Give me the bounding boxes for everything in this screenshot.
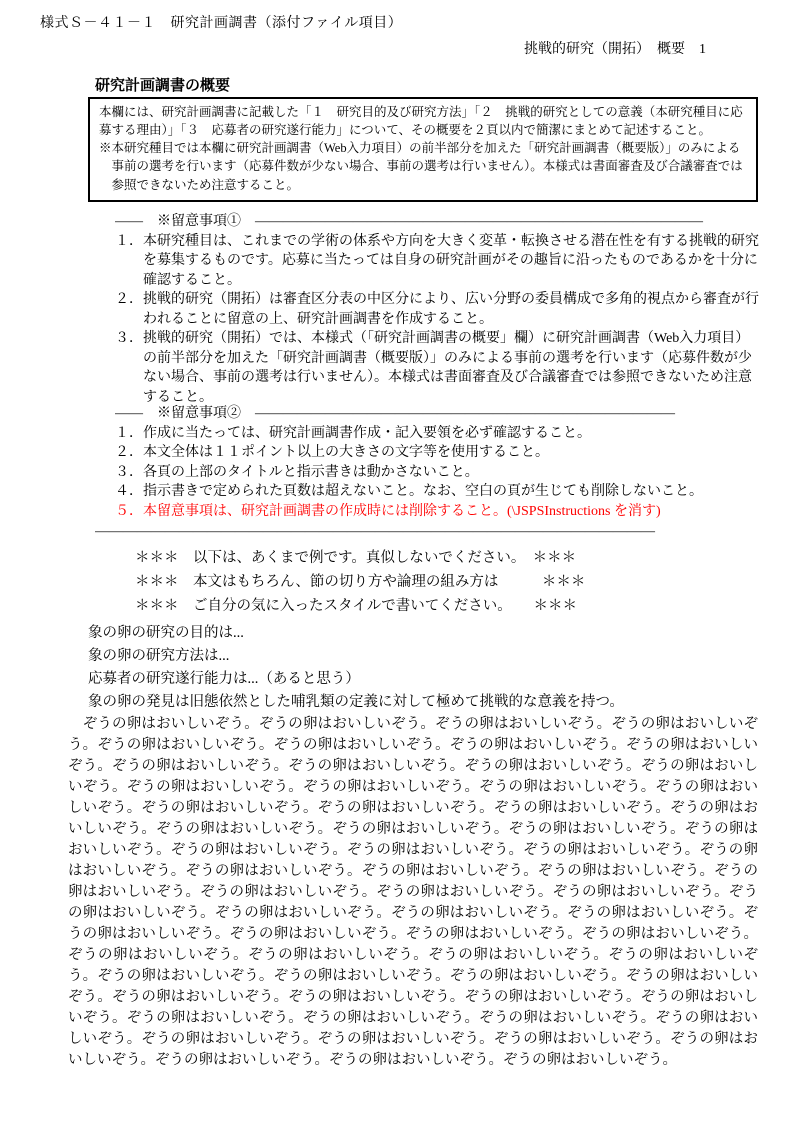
notes2-item-1: １．作成に当たっては、研究計画調書作成・記入要領を必ず確認すること。 — [115, 425, 591, 441]
example-significance-line: 象の卵の発見は旧態依然とした哺乳類の定義に対して極めて挑戦的な意義を持つ。 — [88, 694, 624, 710]
egg-paragraph — [68, 714, 758, 1071]
dash-divider: ―――――――――――――――――――――――――――――――――――――――― — [95, 524, 655, 539]
notes-section-1 — [115, 212, 760, 407]
notes1-item-1: １．本研究種目は、これまでの学術の体系や方向を大きく変革・転換させる潜在性を有する挑戦的研究を募集するものです。応募に当たっては自身の研究計画がその趣旨に沿ったものであるかを十分に確認すること。 — [115, 233, 759, 288]
example-body — [68, 622, 758, 1071]
egg-paragraph-text: ぞうの卵はおいしいぞう。ぞうの卵はおいしいぞう。ぞうの卵はおいしいぞう。ぞうの卵はおいしいぞう。ぞうの卵はおいしいぞう。ぞうの卵はおいしいぞう。ぞうの卵はおいしいぞう。ぞうの卵はおいしいぞう。ぞうの卵はおいしいぞう。ぞうの卵はおいしいぞう。ぞうの卵はおいしいぞう。ぞうの卵はおいしいぞう。ぞうの卵はおいしいぞう。ぞうの卵はおいしいぞう。ぞうの卵はおいしいぞう。ぞうの卵はおいしいぞう。ぞうの卵はおいしいぞう。ぞうの卵はおいしいぞう。ぞうの卵はおいしいぞう。ぞうの卵はおいしいぞう。ぞうの卵はおいしいぞう。ぞうの卵はおいしいぞう。ぞうの卵はおいしいぞう。ぞうの卵はおいしいぞう。ぞうの卵はおいしいぞう。ぞうの卵はおいしいぞう。ぞうの卵はおいしいぞう。ぞうの卵はおいしいぞう。ぞうの卵はおいしいぞう。ぞうの卵はおいしいぞう。ぞうの卵はおいしいぞう。ぞうの卵はおいしいぞう。ぞうの卵はおいしいぞう。ぞうの卵はおいしいぞう。ぞうの卵はおいしいぞう。ぞうの卵はおいしいぞう。ぞうの卵はおいしいぞう。ぞうの卵はおいしいぞう。ぞうの卵はおいしいぞう。ぞうの卵はおいしいぞう。ぞうの卵はおいしいぞう。ぞうの卵はおいしいぞう。ぞうの卵はおいしいぞう。ぞうの卵はおいしいぞう。ぞうの卵はおいしいぞう。ぞうの卵はおいしいぞう。ぞうの卵はおいしいぞう。ぞうの卵はおいしいぞう。ぞうの卵はおいしいぞう。ぞうの卵はおいしいぞう。ぞうの卵はおいしいぞう。ぞうの卵はおいしいぞう。ぞうの卵はおいしいぞう。ぞうの卵はおいしいぞう。ぞうの卵はおいしいぞう。ぞうの卵はおいしいぞう。ぞうの卵はおいしいぞう。ぞうの卵はおいしいぞう。ぞうの卵はおいしいぞう。ぞうの卵はおいしいぞう。ぞうの卵はおいしいぞう。ぞうの卵はおいしいぞう。ぞうの卵はおいしいぞう。ぞうの卵はおいしいぞう。ぞうの卵はおいしいぞう。ぞうの卵はおいしいぞう。 — [68, 716, 758, 1068]
notes1-title: ―― ※留意事項① ―――――――――――――――――――――――――――――――― — [115, 214, 703, 229]
notes2-item-2: ２．本文全体は１１ポイント以上の大きさの文字等を使用すること。 — [115, 445, 549, 460]
notes2-item-5-delete-instruction: ５．本留意事項は、研究計画調書の作成時には削除すること。(\JSPSInstructions を消す) — [115, 503, 661, 519]
example-disclaimer-line-3: ＊＊＊ ご自分の気に入ったスタイルで書いてください。 ＊＊＊ — [135, 598, 577, 614]
instruction-paragraph-1: 本欄には、研究計画調書に記載した「１ 研究目的及び研究方法」「２ 挑戦的研究としての意義（本研究種目に応募する理由）」「３ 応募者の研究遂行能力」について、その概要を２頁以内で簡潔にまとめて記述すること。 — [99, 105, 743, 138]
notes1-item-2: ２．挑戦的研究（開拓）は審査区分表の中区分により、広い分野の委員構成で多角的視点から審査が行われることに留意の上、研究計画調書を作成すること。 — [115, 292, 759, 327]
section-heading: 研究計画調書の概要 — [95, 77, 231, 94]
instruction-box — [88, 97, 758, 202]
notes2-item-4: ４．指示書きで定められた頁数は超えないこと。なお、空白の頁が生じても削除しないこと。 — [115, 484, 703, 499]
example-disclaimer-line-1: ＊＊＊ 以下は、あくまで例です。真似しないでください。 ＊＊＊ — [135, 550, 577, 566]
egg-paragraph-indent — [68, 716, 83, 732]
example-method-line: 象の卵の研究方法は... — [88, 648, 230, 664]
example-purpose-line: 象の卵の研究の目的は... — [88, 625, 244, 641]
page-header-label: 挑戦的研究（開拓） 概要 1 — [524, 42, 706, 57]
example-disclaimer-block — [135, 546, 735, 618]
notes2-title: ―― ※留意事項② ―――――――――――――――――――――――――――――― — [115, 406, 675, 421]
example-ability-line: 応募者の研究遂行能力は...（あると思う） — [88, 671, 360, 687]
example-disclaimer-line-2: ＊＊＊ 本文はもちろん、節の切り方や論理の組み方は ＊＊＊ — [135, 574, 586, 590]
notes-section-2 — [115, 404, 760, 521]
form-code-label: 様式Ｓ－４１－１ 研究計画調書（添付ファイル項目） — [40, 16, 403, 31]
notes1-item-3: ３．挑戦的研究（開拓）では、本様式（「研究計画調書の概要」欄）に研究計画調書（Web入力項目）の前半部分を加えた「研究計画調書（概要版）」のみによる事前の選考を行います（応募件数が少ない場合、事前の選考は行いません）。本様式は書面審査及び合議審査では参照できないため注意すること。 — [115, 331, 752, 405]
instruction-paragraph-2: ※本研究種目では本欄に研究計画調書（Web入力項目）の前半部分を加えた「研究計画調書（概要版）」のみによる事前の選考を行います（応募件数が少ない場合、事前の選考は行いません）。本様式は書面審査及び合議審査では参照できないため注意すること。 — [99, 141, 743, 192]
notes2-item-3: ３．各頁の上部のタイトルと指示書きは動かさないこと。 — [115, 464, 479, 480]
